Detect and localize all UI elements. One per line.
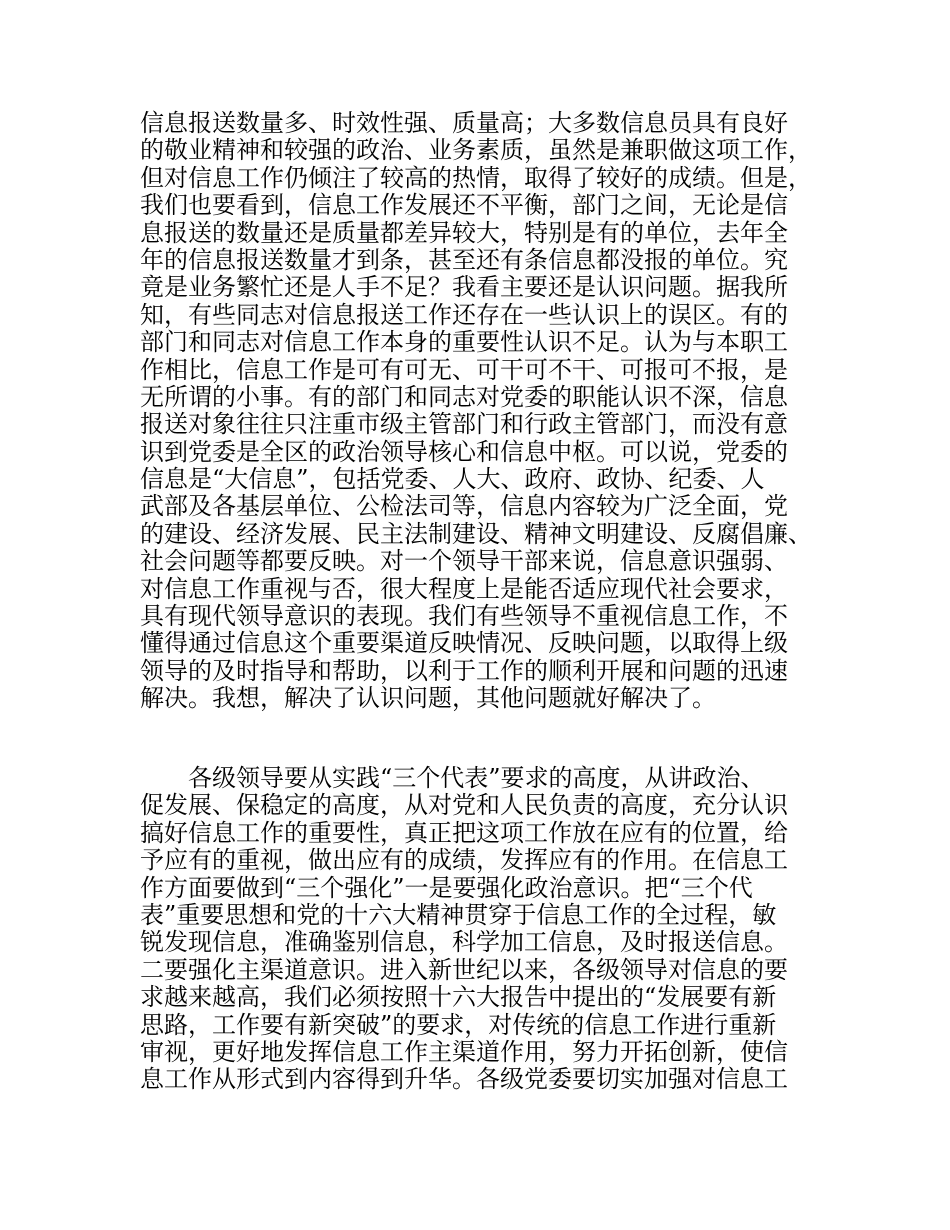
text-line: 领导的及时指导和帮助，以利于工作的顺利开展和问题的迅速 (140, 656, 788, 685)
text-line: 武部及各基层单位、公检法司等，信息内容较为广泛全面，党 (140, 492, 788, 521)
text-line: 识到党委是全区的政治领导核心和信息中枢。可以说，党委的 (140, 437, 788, 466)
text-line: 但对信息工作仍倾注了较高的热情，取得了较好的成绩。但是， (140, 163, 812, 192)
text-line: 我们也要看到，信息工作发展还不平衡，部门之间，无论是信 (140, 191, 788, 220)
text-line: 促发展、保稳定的高度，从对党和人民负责的高度，充分认识 (140, 791, 788, 820)
text-line: 社会问题等都要反映。对一个领导干部来说，信息意识强弱、 (140, 547, 788, 576)
text-line: 解决。我想，解决了认识问题，其他问题就好解决了。 (140, 684, 716, 713)
text-line: 各级领导要从实践“三个代表”要求的高度，从讲政治、 (140, 764, 765, 792)
text-line: 求越来越高，我们必须按照十六大报告中提出的“发展要有新 (140, 983, 777, 1012)
text-line: 竟是业务繁忙还是人手不足？我看主要还是认识问题。据我所 (140, 273, 788, 302)
text-line: 搞好信息工作的重要性，真正把这项工作放在应有的位置，给 (140, 818, 788, 847)
text-line: 表”重要思想和党的十六大精神贯穿于信息工作的全过程，敏 (140, 900, 777, 929)
text-line: 的建设、经济发展、民主法制建设、精神文明建设、反腐倡廉、 (140, 519, 812, 548)
text-line: 作方面要做到“三个强化”一是要强化政治意识。把“三个代 (140, 873, 753, 902)
text-line: 锐发现信息，准确鉴别信息，科学加工信息，及时报送信息。 (140, 928, 788, 957)
text-line: 审视，更好地发挥信息工作主渠道作用，努力开拓创新，使信 (140, 1037, 788, 1066)
text-line: 息工作从形式到内容得到升华。各级党委要切实加强对信息工 (140, 1065, 788, 1094)
text-line: 具有现代领导意识的表现。我们有些领导不重视信息工作，不 (140, 602, 788, 631)
text-line: 的敬业精神和较强的政治、业务素质，虽然是兼职做这项工作， (140, 136, 812, 165)
paragraph-1 (140, 110, 830, 713)
text-line: 息报送的数量还是质量都差异较大，特别是有的单位，去年全 (140, 218, 788, 247)
text-line: 报送对象往往只注重市级主管部门和行政主管部门，而没有意 (140, 410, 788, 439)
text-line: 懂得通过信息这个重要渠道反映情况、反映问题，以取得上级 (140, 629, 788, 658)
text-line: 作相比，信息工作是可有可无、可干可不干、可报可不报，是 (140, 355, 788, 384)
text-line: 无所谓的小事。有的部门和同志对党委的职能认识不深，信息 (140, 382, 788, 411)
text-line: 予应有的重视，做出应有的成绩，发挥应有的作用。在信息工 (140, 846, 788, 875)
text-line: 二要强化主渠道意识。进入新世纪以来，各级领导对信息的要 (140, 955, 788, 984)
text-line: 信息是“大信息”，包括党委、人大、政府、政协、纪委、人 (140, 465, 765, 494)
text-line: 部门和同志对信息工作本身的重要性认识不足。认为与本职工 (140, 328, 788, 357)
paragraph-2 (140, 765, 830, 1094)
text-line: 知，有些同志对信息报送工作还存在一些认识上的误区。有的 (140, 300, 788, 329)
text-line: 对信息工作重视与否，很大程度上是能否适应现代社会要求， (140, 574, 788, 603)
text-line: 信息报送数量多、时效性强、质量高；大多数信息员具有良好 (140, 109, 788, 137)
text-line: 年的信息报送数量才到条，甚至还有条信息都没报的单位。究 (140, 245, 788, 274)
text-line: 思路，工作要有新突破”的要求，对传统的信息工作进行重新 (140, 1010, 777, 1039)
